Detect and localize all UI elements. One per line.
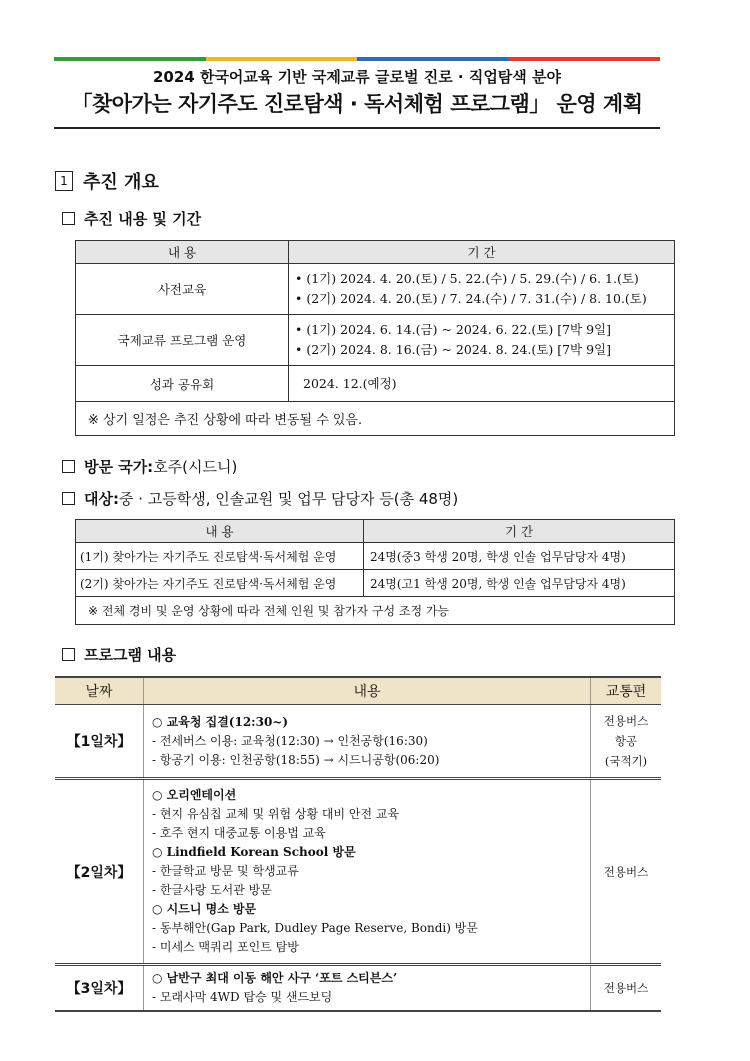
day-content	[144, 965, 591, 1012]
subsection-program	[62, 644, 176, 665]
table-header-row	[76, 241, 675, 264]
schedule-table	[75, 240, 675, 436]
column-header: 내 용	[76, 520, 364, 543]
bar-blue	[357, 57, 509, 61]
table-header-row	[76, 520, 675, 543]
transport-line: 전용버스	[603, 864, 649, 879]
table-header-row	[55, 677, 661, 705]
table-note-row	[76, 597, 675, 625]
checkbox-icon	[62, 212, 75, 225]
subsection-value: 중 · 고등학생, 인솔교원 및 업무 담당자 등(총 48명)	[118, 490, 459, 508]
subsection-target	[62, 488, 458, 509]
day-content	[144, 705, 591, 779]
content-line: - 미세스 맥쿼리 포인트 탐방	[152, 940, 299, 954]
column-header: 날짜	[55, 677, 144, 705]
table-row	[76, 366, 675, 402]
transport-line: (국적기)	[604, 754, 648, 768]
transport-cell	[591, 705, 662, 779]
header-color-bar	[54, 57, 660, 61]
section-heading	[55, 168, 159, 194]
schedule-line: • (1기) 2024. 6. 14.(금) ~ 2024. 6. 22.(토) [7박 9일]	[295, 322, 612, 337]
content-line: ○ 교육청 집결(12:30~)	[152, 714, 289, 729]
day-content	[144, 779, 591, 965]
table-row	[76, 570, 675, 597]
checkbox-icon	[62, 648, 75, 661]
table-cell: 24명(중3 학생 20명, 학생 인솔 업무담당자 4명)	[364, 543, 675, 570]
checkbox-icon	[62, 460, 75, 473]
document-subtitle: 2024 한국어교육 기반 국제교류 글로벌 진로 · 직업탐색 분야	[152, 68, 561, 86]
table-row	[55, 779, 661, 965]
subsection-schedule	[62, 208, 201, 229]
transport-cell	[591, 779, 662, 965]
table-cell: 성과 공유회	[76, 366, 289, 402]
content-line: ○ 시드니 명소 방문	[152, 902, 257, 916]
transport-line: 전용버스	[603, 981, 649, 995]
table-cell	[289, 366, 675, 402]
transport-cell	[591, 965, 662, 1012]
content-line: - 모래사막 4WD 탑승 및 샌드보딩	[152, 990, 333, 1004]
section-number: 1	[55, 171, 73, 191]
content-line: ○ 남반구 최대 이동 해안 사구 ‘포트 스티븐스’	[152, 971, 398, 985]
bar-yellow	[206, 57, 358, 61]
table-cell: 국제교류 프로그램 운영	[76, 315, 289, 366]
subsection-value: 호주(시드니)	[153, 458, 238, 476]
schedule-line: • (2기) 2024. 8. 16.(금) ~ 2024. 8. 24.(토) [7박 9일]	[295, 342, 612, 357]
content-line: ○ Lindfield Korean School 방문	[152, 845, 356, 859]
table-row	[76, 264, 675, 315]
column-header: 교통편	[591, 677, 662, 705]
content-line: - 호주 현지 대중교통 이용법 교육	[152, 826, 326, 840]
table-cell: 24명(고1 학생 20명, 학생 인솔 업무담당자 4명)	[364, 570, 675, 597]
table-note: ※ 상기 일정은 추진 상황에 따라 변동될 수 있음.	[76, 402, 675, 436]
checkbox-icon	[62, 492, 75, 505]
bar-red	[509, 57, 661, 61]
day-label: 【1일차】	[55, 705, 144, 779]
column-header: 기 간	[364, 520, 675, 543]
title-underline	[54, 127, 660, 129]
content-line: - 항공기 이용: 인천공항(18:55) → 시드니공항(06:20)	[152, 752, 440, 767]
table-cell: (1기) 찾아가는 자기주도 진로탐색·독서체험 운영	[76, 543, 364, 570]
content-line: - 동부해안(Gap Park, Dudley Page Reserve, Bondi) 방문	[152, 921, 478, 935]
table-note-row	[76, 402, 675, 436]
document-title: 「찾아가는 자기주도 진로탐색 · 독서체험 프로그램」 운영 계획	[71, 92, 643, 116]
content-line: - 한글사랑 도서관 방문	[152, 883, 272, 897]
table-row	[55, 705, 661, 779]
column-header: 내용	[144, 677, 591, 705]
table-cell	[289, 264, 675, 315]
table-row	[76, 315, 675, 366]
program-table	[55, 676, 661, 1012]
table-cell: (2기) 찾아가는 자기주도 진로탐색·독서체험 운영	[76, 570, 364, 597]
content-line: - 현지 유심칩 교체 및 위험 상황 대비 안전 교육	[152, 807, 400, 821]
subsection-label: 방문 국가:	[84, 458, 154, 476]
subsection-label: 대상:	[84, 490, 119, 508]
table-row	[55, 965, 661, 1012]
day-label: 【2일차】	[55, 779, 144, 965]
day-label: 【3일차】	[55, 965, 144, 1012]
schedule-line: • (2기) 2024. 4. 20.(토) / 7. 24.(수) / 7. 31.(수) / 8. 10.(토)	[295, 291, 647, 306]
schedule-line: 2024. 12.(예정)	[303, 375, 397, 391]
transport-line: 전용버스	[603, 714, 649, 728]
column-header: 기 간	[289, 241, 675, 264]
target-table	[75, 519, 675, 625]
content-line: ○ 오리엔테이션	[152, 788, 237, 802]
subsection-label: 프로그램 내용	[84, 646, 177, 664]
column-header: 내 용	[76, 241, 289, 264]
section-title: 추진 개요	[83, 172, 159, 193]
table-note: ※ 전체 경비 및 운영 상황에 따라 전체 인원 및 참가자 구성 조정 가능	[76, 597, 675, 625]
schedule-line: • (1기) 2024. 4. 20.(토) / 5. 22.(수) / 5. 29.(수) / 6. 1.(토)	[295, 271, 639, 286]
subsection-country	[62, 456, 237, 477]
bar-green	[54, 57, 206, 61]
content-line: - 전세버스 이용: 교육청(12:30) → 인천공항(16:30)	[152, 733, 428, 748]
table-row	[76, 543, 675, 570]
transport-line: 항공	[614, 734, 638, 748]
table-cell	[289, 315, 675, 366]
subsection-label: 추진 내용 및 기간	[84, 210, 202, 228]
table-cell: 사전교육	[76, 264, 289, 315]
content-line: - 한글학교 방문 및 학생교류	[152, 864, 299, 878]
